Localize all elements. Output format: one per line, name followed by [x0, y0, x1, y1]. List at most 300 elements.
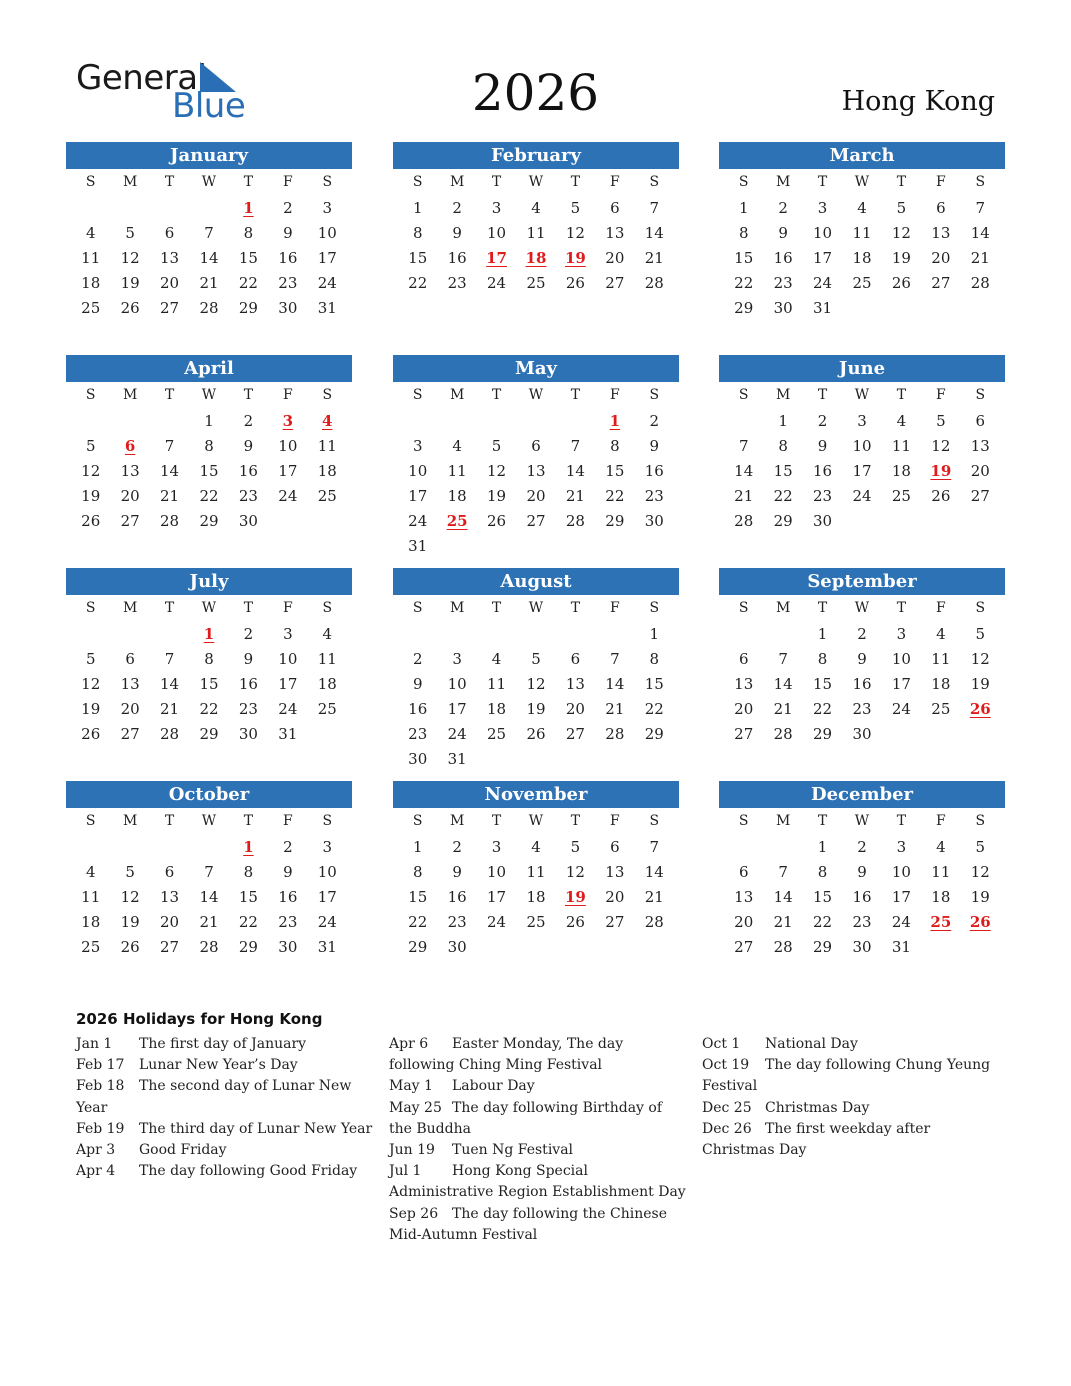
day-cell: 6	[738, 863, 749, 881]
weekday-label: F	[935, 174, 946, 190]
holiday-date: May 25	[389, 1099, 442, 1116]
weekday-label: M	[775, 174, 791, 190]
day-cell: 6	[936, 199, 946, 217]
day-cell: 14	[605, 675, 625, 693]
weekday-label: S	[649, 387, 660, 403]
weekday-label: S	[85, 174, 96, 190]
day-cell: 29	[238, 299, 258, 317]
holiday-item	[76, 1076, 376, 1118]
weekday-label: S	[85, 387, 96, 403]
holiday-day: 25	[930, 913, 952, 931]
empty-cell	[763, 622, 802, 647]
day-cell: 17	[317, 888, 337, 906]
day-cell: 23	[238, 487, 258, 505]
weekday-label: S	[322, 600, 333, 616]
day-cell: 24	[487, 913, 507, 931]
weekday-label: S	[322, 174, 333, 190]
logo-word-blue: Blue	[172, 86, 246, 126]
day-cell: 8	[817, 863, 828, 881]
day-cell: 22	[408, 913, 428, 931]
day-cell: 25	[317, 487, 337, 505]
day-cell: 21	[773, 913, 793, 931]
day-cell: 27	[605, 274, 625, 292]
day-cell: 13	[565, 675, 585, 693]
weekday-label: F	[935, 600, 946, 616]
day-cell: 18	[526, 888, 546, 906]
day-cell: 5	[975, 625, 986, 643]
day-cell: 26	[565, 913, 585, 931]
month-header: May	[393, 355, 679, 382]
day-cell: 11	[81, 249, 101, 267]
day-cell: 3	[322, 838, 333, 856]
day-cell: 3	[491, 838, 502, 856]
day-cell: 1	[817, 625, 828, 643]
weekday-label: M	[449, 387, 465, 403]
day-cell: 18	[487, 700, 507, 718]
day-cell: 20	[734, 700, 754, 718]
month-header: February	[393, 142, 679, 169]
weekday-label: S	[649, 600, 660, 616]
day-cell: 12	[81, 675, 101, 693]
logo-word-general: General	[76, 58, 207, 98]
day-cell: 10	[891, 650, 911, 668]
day-cell: 22	[199, 487, 219, 505]
day-cell: 26	[891, 274, 911, 292]
day-cell: 19	[81, 487, 101, 505]
day-cell: 20	[120, 487, 140, 505]
day-cell: 25	[931, 700, 951, 718]
day-cell: 17	[487, 888, 507, 906]
month-grid	[398, 382, 674, 559]
day-cell: 3	[896, 625, 907, 643]
day-cell: 4	[322, 625, 333, 643]
day-cell: 12	[565, 224, 585, 242]
day-cell: 4	[936, 838, 946, 856]
holiday-name: The second day of Lunar New Year	[76, 1078, 352, 1116]
weekday-label: F	[609, 600, 620, 616]
day-cell: 22	[605, 487, 625, 505]
holiday-name: National Day	[765, 1036, 858, 1052]
day-cell: 7	[778, 650, 788, 668]
day-cell: 28	[160, 725, 180, 743]
day-cell: 17	[408, 487, 428, 505]
weekday-label: W	[201, 813, 217, 829]
holiday-date: Apr 4	[76, 1163, 116, 1180]
day-cell: 24	[278, 700, 298, 718]
weekday-label: W	[528, 387, 544, 403]
month-grid	[71, 382, 347, 534]
weekday-label: S	[975, 387, 986, 403]
day-cell: 28	[644, 274, 664, 292]
holiday-date: Feb 17	[76, 1057, 125, 1074]
day-cell: 8	[243, 863, 254, 881]
weekday-label: T	[570, 600, 581, 616]
holiday-date: May 1	[389, 1078, 433, 1095]
day-cell: 24	[278, 487, 298, 505]
weekday-label: T	[817, 174, 828, 190]
weekday-label: T	[491, 174, 502, 190]
day-cell: 20	[605, 249, 625, 267]
holiday-date: Sep 26	[389, 1205, 439, 1222]
day-cell: 30	[238, 725, 258, 743]
day-cell: 30	[852, 725, 872, 743]
day-cell: 8	[649, 650, 660, 668]
month-july	[66, 568, 352, 747]
empty-cell	[150, 196, 189, 221]
day-cell: 13	[734, 675, 754, 693]
weekday-label: M	[122, 813, 138, 829]
day-cell: 6	[738, 650, 749, 668]
day-cell: 6	[570, 650, 581, 668]
day-cell: 2	[857, 625, 867, 643]
month-september	[719, 568, 1005, 747]
day-cell: 11	[317, 437, 337, 455]
day-cell: 23	[852, 700, 872, 718]
day-cell: 8	[204, 650, 214, 668]
day-cell: 17	[891, 675, 911, 693]
month-grid	[724, 169, 1000, 321]
day-cell: 30	[813, 512, 833, 530]
day-cell: 31	[278, 725, 298, 743]
weekday-label: T	[817, 387, 828, 403]
day-cell: 2	[452, 199, 462, 217]
holiday-item	[389, 1161, 689, 1203]
weekday-label: F	[282, 387, 293, 403]
day-cell: 9	[283, 863, 293, 881]
day-cell: 4	[936, 625, 946, 643]
holiday-item	[76, 1140, 376, 1161]
holiday-item	[76, 1161, 376, 1182]
day-cell: 16	[408, 700, 428, 718]
day-cell: 4	[85, 863, 96, 881]
month-grid	[398, 169, 674, 296]
day-cell: 17	[891, 888, 911, 906]
day-cell: 13	[120, 675, 140, 693]
day-cell: 24	[891, 913, 911, 931]
day-cell: 15	[408, 249, 428, 267]
day-cell: 15	[199, 462, 219, 480]
weekday-label: F	[935, 387, 946, 403]
weekday-label: F	[282, 174, 293, 190]
day-cell: 16	[773, 249, 793, 267]
day-cell: 16	[813, 462, 833, 480]
day-cell: 7	[975, 199, 986, 217]
month-february	[393, 142, 679, 296]
day-cell: 12	[970, 863, 990, 881]
calendar-year: 2026	[471, 64, 600, 122]
day-cell: 12	[526, 675, 546, 693]
day-cell: 23	[238, 700, 258, 718]
empty-cell	[110, 835, 149, 860]
day-cell: 23	[408, 725, 428, 743]
holiday-item	[76, 1034, 376, 1055]
day-cell: 3	[817, 199, 828, 217]
day-cell: 23	[644, 487, 664, 505]
day-cell: 13	[734, 888, 754, 906]
month-grid	[71, 169, 347, 321]
day-cell: 29	[773, 512, 793, 530]
day-cell: 17	[278, 675, 298, 693]
day-cell: 4	[85, 224, 96, 242]
day-cell: 23	[852, 913, 872, 931]
day-cell: 16	[644, 462, 664, 480]
weekday-label: T	[164, 174, 175, 190]
day-cell: 28	[644, 913, 664, 931]
day-cell: 24	[408, 512, 428, 530]
day-cell: 20	[120, 700, 140, 718]
empty-cell	[71, 622, 110, 647]
day-cell: 14	[199, 888, 219, 906]
empty-cell	[556, 622, 595, 647]
day-cell: 9	[452, 224, 462, 242]
day-cell: 22	[734, 274, 754, 292]
day-cell: 30	[408, 750, 428, 768]
day-cell: 5	[125, 224, 135, 242]
day-cell: 15	[773, 462, 793, 480]
day-cell: 7	[738, 437, 749, 455]
day-cell: 11	[447, 462, 467, 480]
day-cell: 1	[412, 199, 423, 217]
month-may	[393, 355, 679, 559]
holiday-name: The third day of Lunar New Year	[139, 1120, 373, 1137]
day-cell: 22	[773, 487, 793, 505]
weekday-label: T	[570, 387, 581, 403]
day-cell: 3	[896, 838, 907, 856]
day-cell: 16	[278, 249, 298, 267]
day-cell: 8	[778, 437, 788, 455]
holiday-item	[702, 1098, 1002, 1119]
day-cell: 15	[734, 249, 754, 267]
day-cell: 11	[81, 888, 101, 906]
holiday-date: Jun 19	[389, 1142, 435, 1159]
day-cell: 23	[773, 274, 793, 292]
day-cell: 8	[412, 863, 423, 881]
holiday-name: Lunar New Year’s Day	[139, 1057, 298, 1074]
day-cell: 3	[491, 199, 502, 217]
holiday-day: 1	[203, 625, 215, 643]
month-april	[66, 355, 352, 534]
day-cell: 17	[852, 462, 872, 480]
empty-cell	[516, 622, 555, 647]
weekday-label: M	[122, 387, 138, 403]
day-cell: 16	[447, 249, 467, 267]
month-march	[719, 142, 1005, 321]
weekday-label: S	[322, 387, 333, 403]
day-cell: 4	[896, 412, 907, 430]
day-cell: 12	[120, 249, 140, 267]
holiday-item	[76, 1055, 376, 1076]
day-cell: 31	[317, 299, 337, 317]
weekday-label: S	[738, 813, 749, 829]
day-cell: 4	[531, 838, 541, 856]
day-cell: 18	[81, 274, 101, 292]
day-cell: 17	[317, 249, 337, 267]
day-cell: 15	[813, 675, 833, 693]
weekday-label: T	[243, 387, 254, 403]
day-cell: 14	[644, 863, 664, 881]
day-cell: 30	[644, 512, 664, 530]
day-cell: 30	[773, 299, 793, 317]
weekday-label: T	[164, 387, 175, 403]
weekday-label: M	[775, 600, 791, 616]
day-cell: 22	[813, 913, 833, 931]
day-cell: 22	[408, 274, 428, 292]
day-cell: 8	[610, 437, 620, 455]
holiday-name: The day following Good Friday	[139, 1163, 358, 1180]
day-cell: 31	[408, 537, 428, 555]
day-cell: 9	[649, 437, 660, 455]
day-cell: 14	[773, 675, 793, 693]
day-cell: 21	[970, 249, 990, 267]
holiday-day: 1	[609, 412, 621, 430]
holiday-day: 6	[124, 437, 136, 455]
empty-cell	[477, 409, 516, 434]
day-cell: 2	[283, 199, 293, 217]
weekday-label: F	[609, 387, 620, 403]
day-cell: 28	[970, 274, 990, 292]
day-cell: 20	[160, 274, 180, 292]
day-cell: 25	[526, 274, 546, 292]
weekday-label: W	[854, 174, 870, 190]
day-cell: 15	[238, 888, 258, 906]
day-cell: 25	[81, 299, 101, 317]
holiday-name: Christmas Day	[765, 1099, 870, 1116]
day-cell: 10	[487, 224, 507, 242]
day-cell: 3	[412, 437, 423, 455]
month-june	[719, 355, 1005, 534]
day-cell: 6	[610, 199, 620, 217]
empty-cell	[724, 622, 763, 647]
day-cell: 24	[891, 700, 911, 718]
day-cell: 20	[526, 487, 546, 505]
day-cell: 9	[452, 863, 462, 881]
day-cell: 12	[487, 462, 507, 480]
weekday-label: W	[854, 600, 870, 616]
day-cell: 23	[447, 913, 467, 931]
day-cell: 18	[931, 675, 951, 693]
day-cell: 31	[813, 299, 833, 317]
day-cell: 25	[526, 913, 546, 931]
day-cell: 29	[813, 725, 833, 743]
weekday-label: W	[201, 387, 217, 403]
day-cell: 2	[452, 838, 462, 856]
day-cell: 11	[931, 650, 951, 668]
weekday-label: S	[975, 813, 986, 829]
day-cell: 6	[531, 437, 541, 455]
holidays-column	[389, 1034, 689, 1246]
month-header: September	[719, 568, 1005, 595]
day-cell: 13	[970, 437, 990, 455]
month-grid	[398, 808, 674, 960]
weekday-label: M	[449, 174, 465, 190]
holidays-column	[702, 1034, 1002, 1161]
weekday-label: T	[817, 813, 828, 829]
day-cell: 12	[970, 650, 990, 668]
day-cell: 19	[81, 700, 101, 718]
day-cell: 1	[412, 838, 423, 856]
day-cell: 16	[278, 888, 298, 906]
day-cell: 26	[931, 487, 951, 505]
day-cell: 27	[160, 299, 180, 317]
day-cell: 21	[734, 487, 754, 505]
day-cell: 29	[199, 512, 219, 530]
day-cell: 2	[817, 412, 828, 430]
day-cell: 26	[120, 299, 140, 317]
day-cell: 8	[204, 437, 214, 455]
day-cell: 5	[570, 199, 581, 217]
day-cell: 16	[238, 675, 258, 693]
day-cell: 7	[778, 863, 788, 881]
day-cell: 21	[644, 249, 664, 267]
day-cell: 7	[164, 437, 175, 455]
empty-cell	[398, 622, 437, 647]
empty-cell	[763, 835, 802, 860]
month-header: December	[719, 781, 1005, 808]
weekday-label: T	[243, 174, 254, 190]
month-grid	[724, 595, 1000, 747]
day-cell: 10	[408, 462, 428, 480]
day-cell: 2	[283, 838, 293, 856]
weekday-label: T	[896, 174, 907, 190]
day-cell: 29	[408, 938, 428, 956]
weekday-label: S	[412, 600, 423, 616]
day-cell: 21	[199, 274, 219, 292]
day-cell: 18	[317, 462, 337, 480]
empty-cell	[150, 835, 189, 860]
day-cell: 15	[605, 462, 625, 480]
day-cell: 7	[610, 650, 620, 668]
day-cell: 25	[81, 938, 101, 956]
day-cell: 31	[447, 750, 467, 768]
day-cell: 10	[278, 650, 298, 668]
calendar-country: Hong Kong	[841, 86, 995, 117]
day-cell: 15	[238, 249, 258, 267]
month-header: March	[719, 142, 1005, 169]
day-cell: 26	[120, 938, 140, 956]
day-cell: 3	[283, 625, 293, 643]
weekday-label: S	[412, 813, 423, 829]
day-cell: 30	[852, 938, 872, 956]
day-cell: 17	[447, 700, 467, 718]
day-cell: 15	[408, 888, 428, 906]
holiday-day: 1	[243, 838, 254, 856]
holiday-name: Labour Day	[452, 1078, 535, 1095]
month-december	[719, 781, 1005, 960]
day-cell: 13	[931, 224, 951, 242]
holidays-title: 2026 Holidays for Hong Kong	[76, 1010, 323, 1028]
weekday-label: T	[164, 813, 175, 829]
day-cell: 24	[487, 274, 507, 292]
day-cell: 6	[164, 863, 175, 881]
holiday-name: Easter Monday, The day following Ching Ming Festival	[389, 1036, 624, 1074]
day-cell: 20	[605, 888, 625, 906]
day-cell: 27	[734, 725, 754, 743]
day-cell: 5	[936, 412, 946, 430]
day-cell: 5	[570, 838, 581, 856]
day-cell: 12	[120, 888, 140, 906]
day-cell: 18	[852, 249, 872, 267]
holiday-day: 26	[969, 913, 991, 931]
weekday-label: T	[491, 387, 502, 403]
day-cell: 5	[125, 863, 135, 881]
day-cell: 8	[738, 224, 749, 242]
day-cell: 24	[813, 274, 833, 292]
day-cell: 19	[970, 888, 990, 906]
day-cell: 20	[931, 249, 951, 267]
day-cell: 12	[891, 224, 911, 242]
weekday-label: F	[282, 813, 293, 829]
day-cell: 25	[487, 725, 507, 743]
